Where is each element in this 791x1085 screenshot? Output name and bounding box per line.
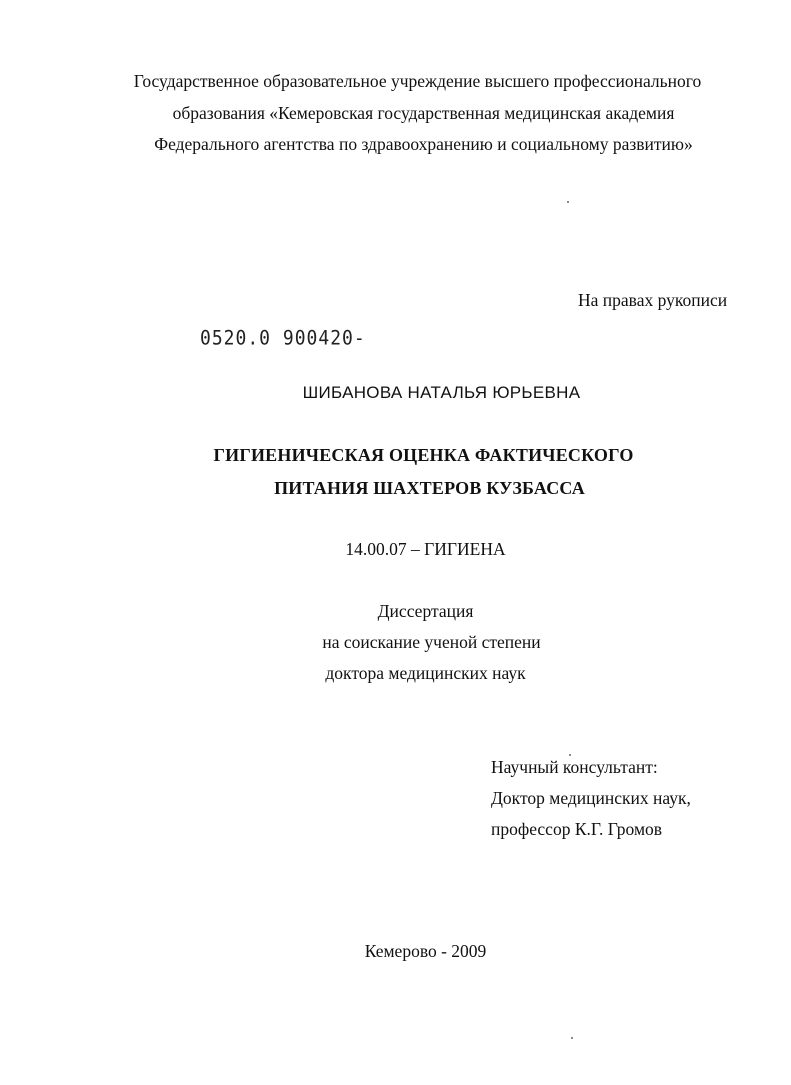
institution-line-2: образования «Кемеровская государственная медицинская академия bbox=[172, 103, 675, 123]
title-line-1: ГИГИЕНИЧЕСКАЯ ОЦЕНКА ФАКТИЧЕСКОГО bbox=[213, 445, 634, 465]
author-name: ШИБАНОВА НАТАЛЬЯ ЮРЬЕВНА bbox=[302, 383, 581, 402]
scan-speck bbox=[569, 754, 571, 756]
specialty-code: 14.00.07 – ГИГИЕНА bbox=[345, 539, 506, 559]
institution-line-3: Федерального агентства по здравоохранению и социальному развитию» bbox=[154, 134, 693, 154]
consultant-line-3: профессор К.Г. Громов bbox=[491, 819, 663, 839]
institution-line-1: Государственное образовательное учреждение высшего профессионального bbox=[133, 71, 702, 91]
dissertation-line-3: доктора медицинских наук bbox=[325, 663, 526, 683]
stamp-number: 0520.0 900420- bbox=[200, 326, 366, 351]
city-year: Кемерово - 2009 bbox=[364, 941, 487, 961]
dissertation-line-2: на соискание ученой степени bbox=[322, 632, 541, 652]
dissertation-line-1: Диссертация bbox=[377, 601, 474, 621]
title-line-2: ПИТАНИЯ ШАХТЕРОВ КУЗБАССА bbox=[274, 478, 585, 498]
consultant-line-1: Научный консультант: bbox=[491, 757, 658, 777]
consultant-line-2: Доктор медицинских наук, bbox=[491, 788, 691, 808]
scan-speck bbox=[571, 1037, 573, 1039]
manuscript-note: На правах рукописи bbox=[578, 290, 728, 310]
scan-speck bbox=[567, 201, 569, 203]
